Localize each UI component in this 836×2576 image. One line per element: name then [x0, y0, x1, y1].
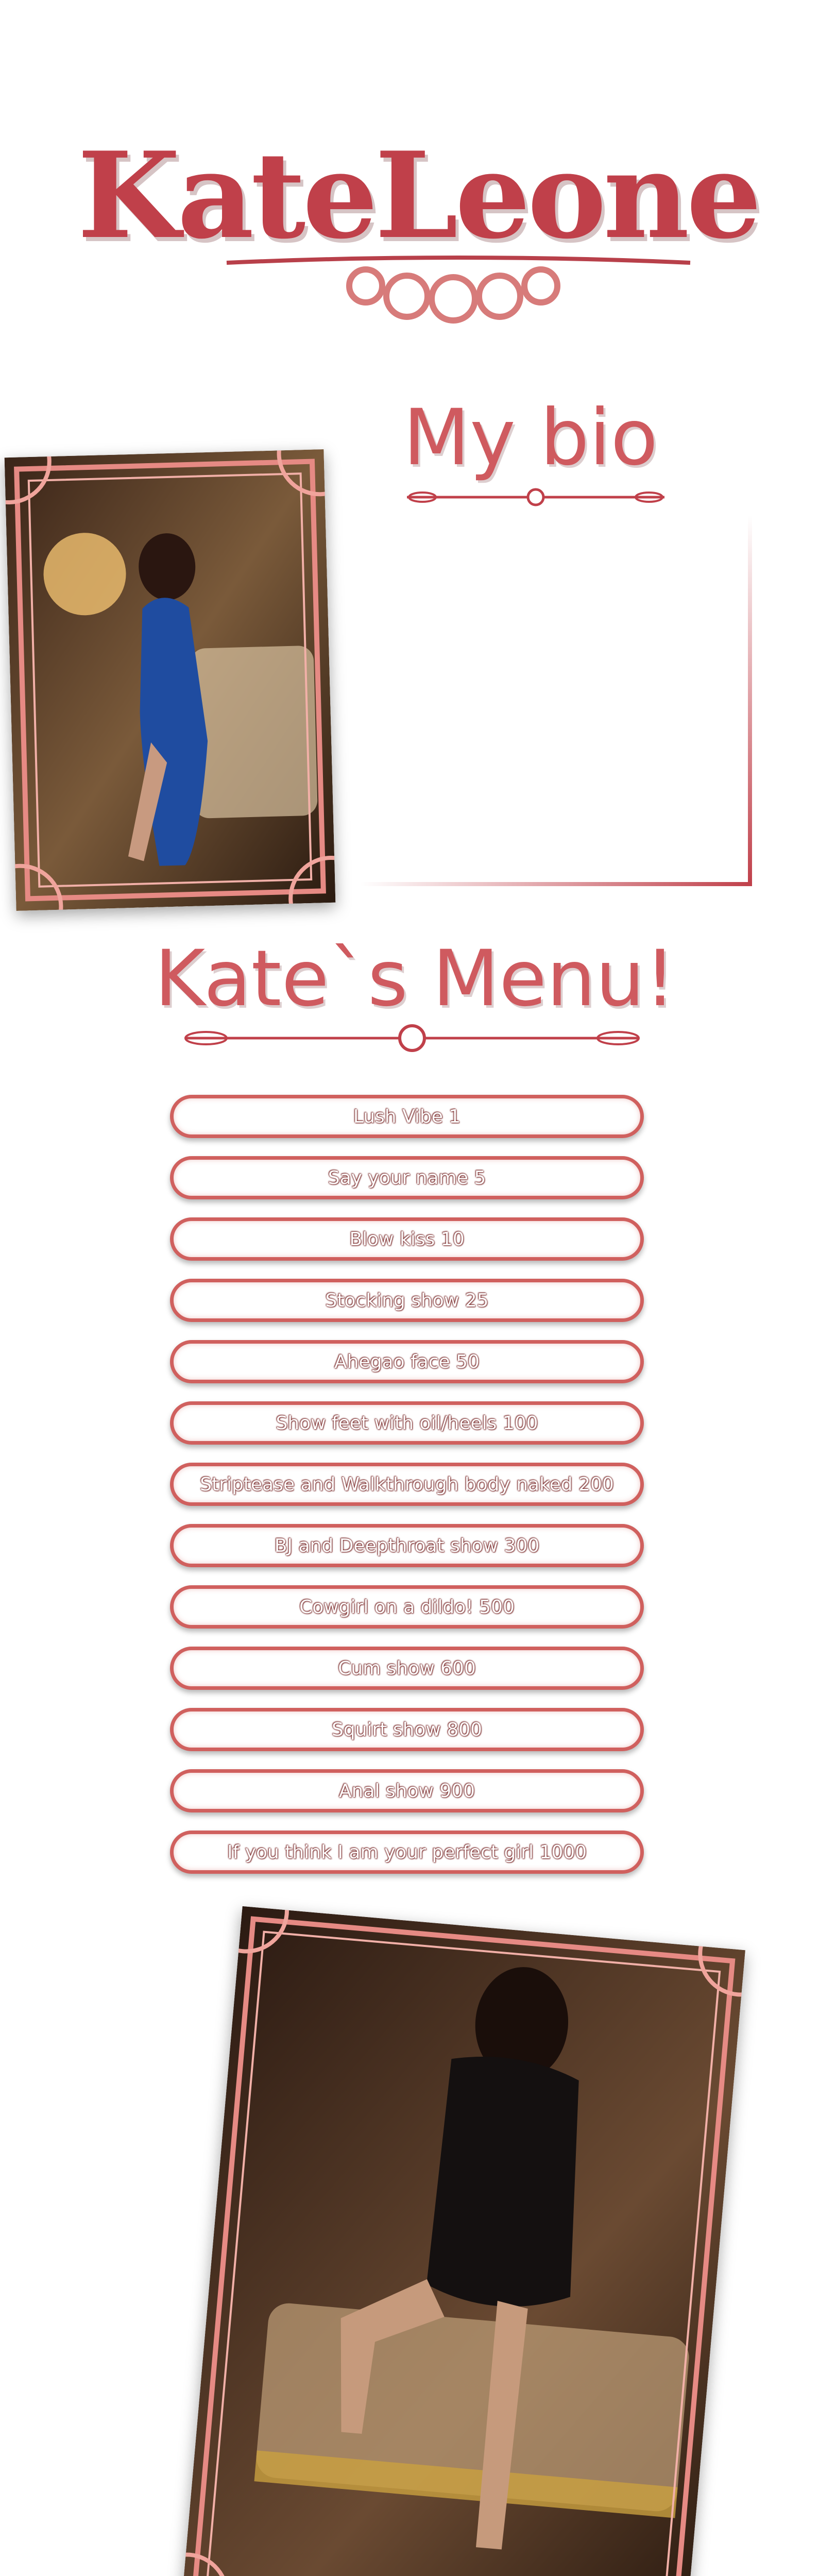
menu-item: Lush Vibe 1: [170, 1095, 644, 1138]
menu-item: Show feet with oil/heels 100: [170, 1401, 644, 1445]
bio-text-box: [361, 515, 752, 886]
menu-item: Ahegao face 50: [170, 1340, 644, 1383]
menu-item: Say your name 5: [170, 1156, 644, 1199]
menu-item: Blow kiss 10: [170, 1217, 644, 1261]
menu-item: Anal show 900: [170, 1769, 644, 1812]
menu-item: Cum show 600: [170, 1647, 644, 1690]
menu-item: If you think I am your perfect girl 1000: [170, 1831, 644, 1874]
title-swirl-ornament: [221, 247, 695, 335]
menu-item: Cowgirl on a dildo! 500: [170, 1585, 644, 1629]
bio-photo: [5, 449, 336, 911]
menu-item: BJ and Deepthroat show 300: [170, 1524, 644, 1567]
bio-divider-ornament: [402, 487, 670, 507]
feature-photo: [182, 1906, 745, 2576]
profile-title: KateLeone: [77, 126, 759, 265]
menu-item: Squirt show 800: [170, 1708, 644, 1751]
tip-menu-list: [170, 1095, 644, 1892]
bio-heading: My bio: [403, 393, 658, 483]
menu-divider-ornament: [175, 1023, 649, 1054]
menu-item: Striptease and Walkthrough body naked 200: [170, 1463, 644, 1506]
menu-item: Stocking show 25: [170, 1279, 644, 1322]
menu-heading: Kate`s Menu!: [155, 934, 676, 1024]
